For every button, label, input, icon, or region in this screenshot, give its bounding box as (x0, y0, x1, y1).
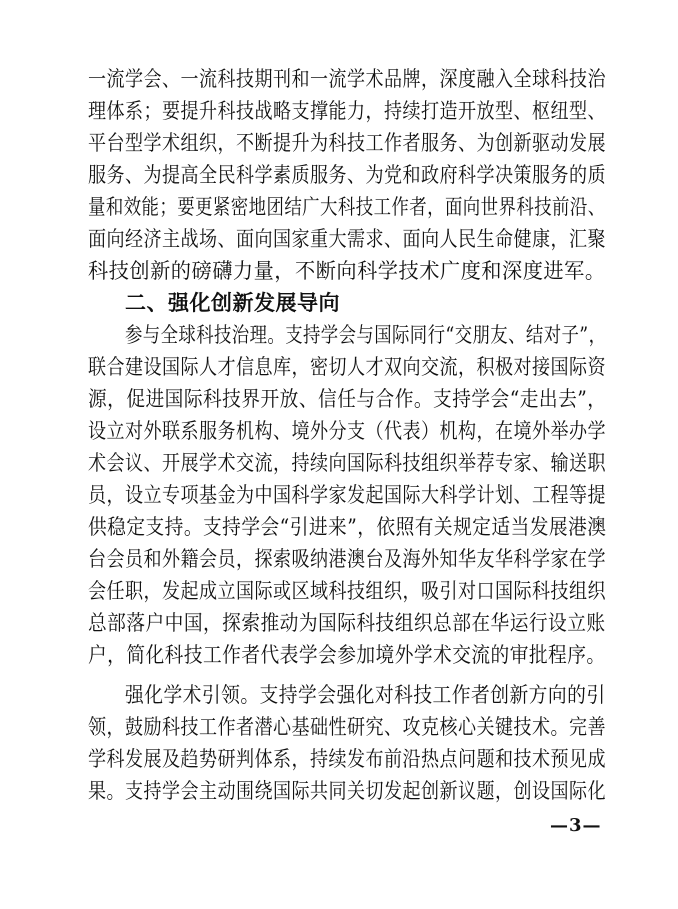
text-line: 量和效能；要更紧密地团结广大科技工作者，面向世界科技前沿、 (88, 195, 606, 219)
text-line: 员，设立专项基金为中国科学家发起国际大科学计划、工程等提 (88, 483, 606, 507)
text-line: 学科发展及趋势研判体系，持续发布前沿热点问题和技术预见成 (88, 747, 606, 771)
paragraph-first-line: 参与全球科技治理。支持学会与国际同行“交朋友、结对子”， (125, 323, 607, 347)
text-line: 会任职，发起成立国际或区域科技组织，吸引对口国际科技组织 (88, 579, 606, 603)
text-line: 台会员和外籍会员，探索吸纳港澳台及海外知华友华科学家在学 (88, 547, 606, 571)
text-line: 总部落户中国，探索推动为国际科技组织总部在华运行设立账 (88, 611, 606, 635)
text-line: 领，鼓励科技工作者潜心基础性研究、攻克核心关键技术。完善 (88, 715, 606, 739)
text-line: 科技创新的磅礴力量，不断向科学技术广度和深度进军。 (88, 259, 606, 283)
text-line: 服务、为提高全民科学素质服务、为党和政府科学决策服务的质 (88, 163, 606, 187)
page-number: —3— (550, 815, 602, 836)
text-line: 平台型学术组织，不断提升为科技工作者服务、为创新驱动发展 (88, 131, 606, 155)
text-line: 一流学会、一流科技期刊和一流学术品牌，深度融入全球科技治 (88, 67, 606, 91)
text-line: 设立对外联系服务机构、境外分支（代表）机构，在境外举办学 (88, 419, 606, 443)
text-line: 术会议、开展学术交流，持续向国际科技组织举荐专家、输送职 (88, 451, 606, 475)
paragraph-first-line: 强化学术引领。支持学会强化对科技工作者创新方向的引 (125, 683, 606, 707)
text-line: 户，简化科技工作者代表学会参加境外学术交流的审批程序。 (88, 643, 606, 667)
text-line: 果。支持学会主动围绕国际共同关切发起创新议题，创设国际化 (88, 779, 606, 803)
text-line: 联合建设国际人才信息库，密切人才双向交流，积极对接国际资 (88, 355, 606, 379)
text-line: 供稳定支持。支持学会“引进来”，依照有关规定适当发展港澳 (88, 515, 607, 539)
text-line: 源，促进国际科技界开放、信任与合作。支持学会“走出去”， (88, 387, 607, 411)
text-line: 面向经济主战场、面向国家重大需求、面向人民生命健康，汇聚 (88, 227, 606, 251)
text-line: 理体系；要提升科技战略支撑能力，持续打造开放型、枢纽型、 (88, 99, 606, 123)
section-heading: 二、强化创新发展导向 (125, 291, 340, 315)
